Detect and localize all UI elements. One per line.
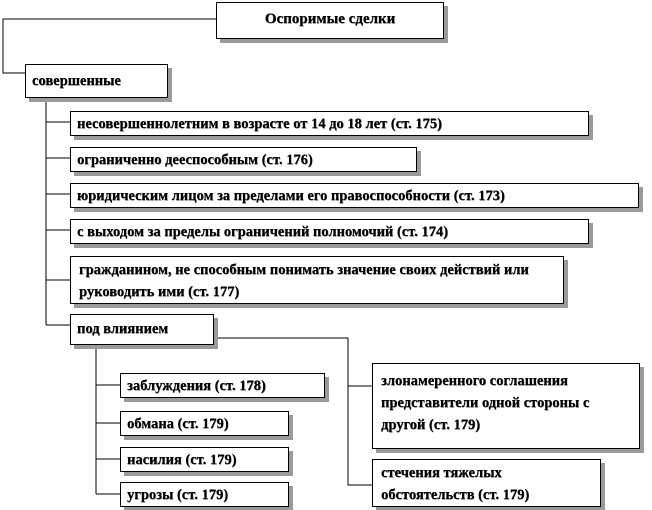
root-branch-completed: совершенные [25,64,168,98]
influence-fraud: обмана (ст. 179) [120,411,289,436]
influence-violence: насилия (ст. 179) [120,447,289,472]
item-exceeding-authority: с выходом за пределы ограничений полномочий (ст. 174) [70,219,589,244]
influence-mistake: заблуждения (ст. 178) [120,373,325,398]
item-citizen-incapable: гражданином, не способным понимать значение своих действий или руководить ими (ст. 177) [70,256,564,304]
influence-threat: угрозы (ст. 179) [120,482,289,507]
influence-malicious-agreement: злонамеренного соглашения представители одной стороны с другой (ст. 179) [372,363,640,449]
item-minor-14-18: несовершеннолетним в возрасте от 14 до 18 лет (ст. 175) [70,111,589,136]
influence-branch: под влиянием [70,314,214,345]
item-limited-capacity: ограниченно дееспособным (ст. 176) [70,147,417,172]
influence-difficult-circumstances: стечения тяжелых обстоятельств (ст. 179) [372,459,601,507]
diagram-title: Оспоримые сделки [216,2,444,39]
item-legal-entity-beyond-capacity: юридическим лицом за пределами его правоспособности (ст. 173) [70,183,639,208]
